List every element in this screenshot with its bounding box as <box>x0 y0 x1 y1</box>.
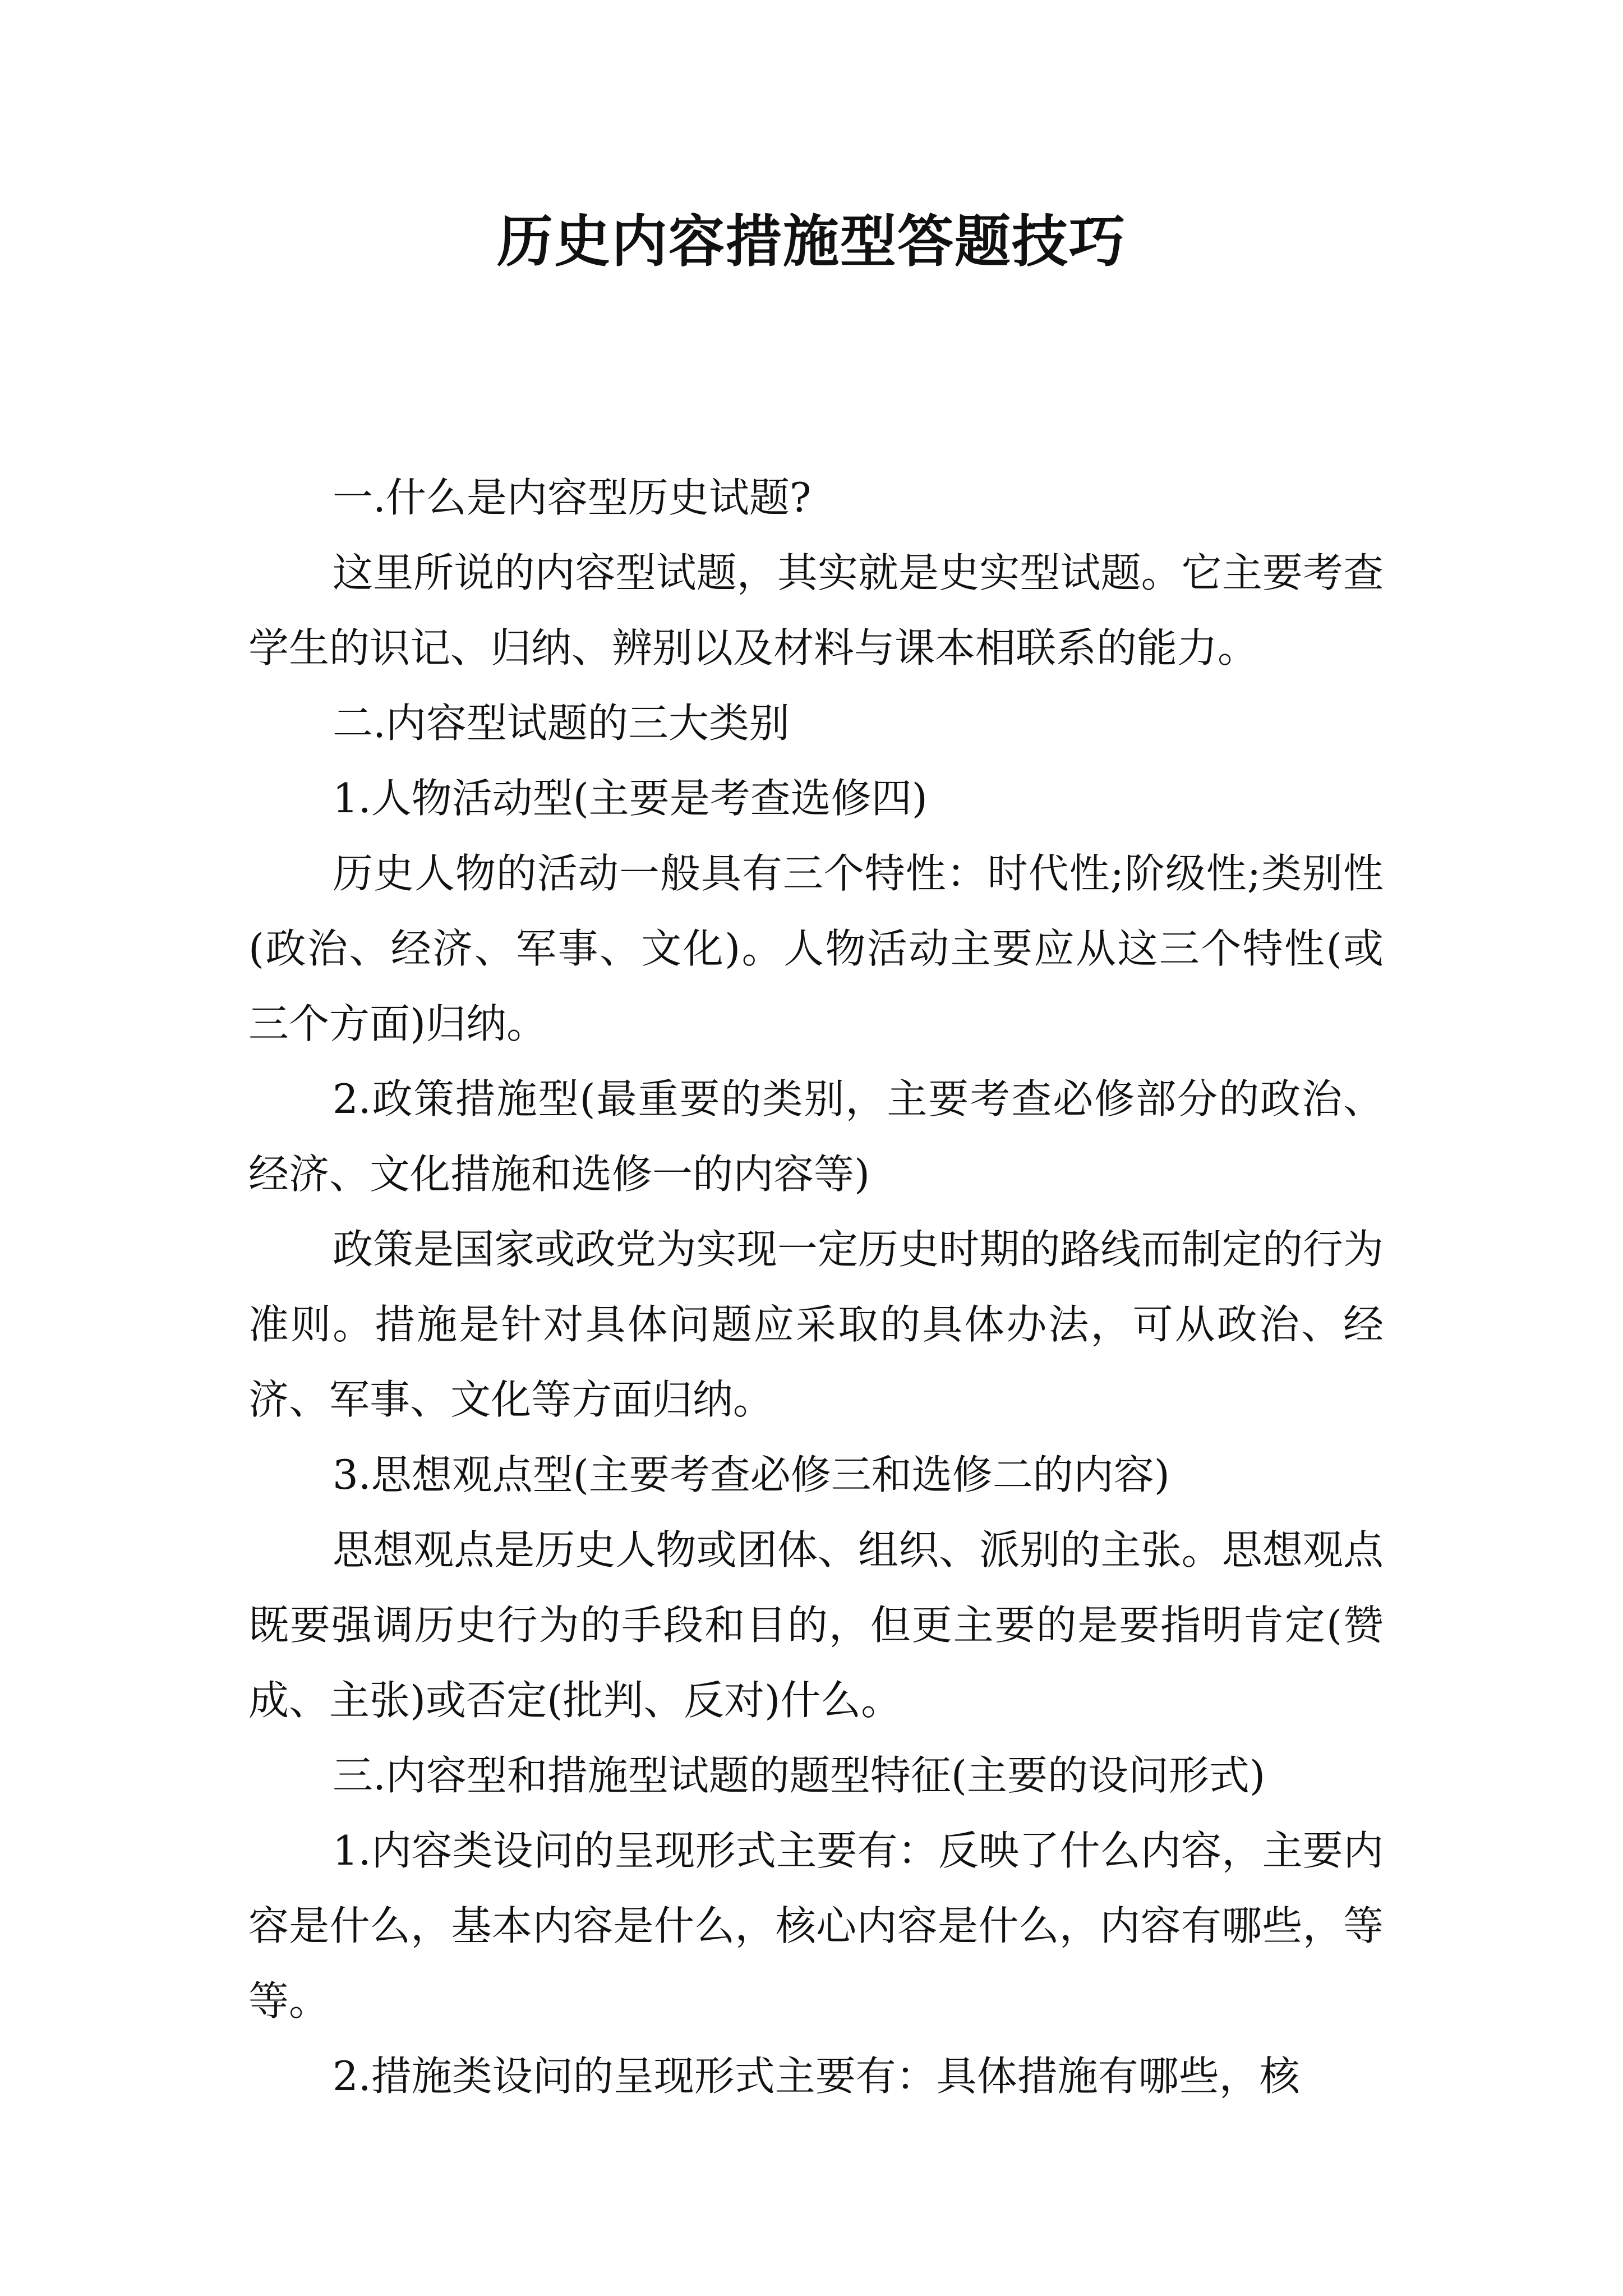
subheading-policy-measures: 2.政策措施型(最重要的类别，主要考查必修部分的政治、经济、文化措施和选修一的内容等) <box>248 1075 1384 1198</box>
paragraph-ideas-viewpoints: 思想观点是历史人物或团体、组织、派别的主张。思想观点既要强调历史行为的手段和目的，但更主要的是要指明肯定(赞成、主张)或否定(批判、反对)什么。 <box>248 1526 1384 1724</box>
subheading-person-activity: 1.人物活动型(主要是考查选修四) <box>333 775 928 822</box>
paragraph-policy-measures: 政策是国家或政党为实现一定历史时期的路线而制定的行为准则。措施是针对具体问题应采取的具体办法，可从政治、经济、军事、文化等方面归纳。 <box>248 1226 1384 1423</box>
document-body <box>248 460 1384 2114</box>
section-heading-2: 二.内容型试题的三大类别 <box>333 700 790 747</box>
section-heading-3: 三.内容型和措施型试题的题型特征(主要的设问形式) <box>333 1752 1266 1799</box>
paragraph-person-activity: 历史人物的活动一般具有三个特性：时代性;阶级性;类别性(政治、经济、军事、文化)。人物活动主要应从这三个特性(或三个方面)归纳。 <box>248 850 1384 1047</box>
paragraph-content-questions: 1.内容类设问的呈现形式主要有：反映了什么内容，主要内容是什么，基本内容是什么，核心内容是什么，内容有哪些，等等。 <box>248 1827 1384 2024</box>
document-title: 历史内容措施型答题技巧 <box>497 208 1126 274</box>
subheading-ideas-viewpoints: 3.思想观点型(主要考查必修三和选修二的内容) <box>333 1451 1170 1498</box>
paragraph-definition: 这里所说的内容型试题，其实就是史实型试题。它主要考查学生的识记、归纳、辨别以及材料与课本相联系的能力。 <box>248 549 1384 671</box>
section-heading-1: 一.什么是内容型历史试题? <box>333 474 811 521</box>
paragraph-measure-questions: 2.措施类设问的呈现形式主要有：具体措施有哪些，核 <box>333 2053 1300 2100</box>
